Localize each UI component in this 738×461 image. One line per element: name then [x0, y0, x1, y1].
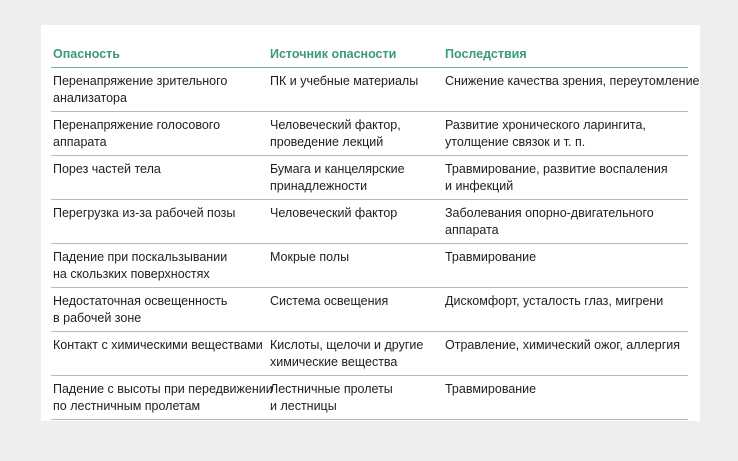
cell-line: утолщение связок и т. п. — [445, 135, 586, 149]
cell-line: аппарата — [445, 223, 499, 237]
cell-hazard — [51, 244, 268, 288]
cell-line: химические вещества — [270, 355, 398, 369]
cell-line: Кислоты, щелочи и другие — [270, 338, 424, 352]
cell-line: ПК и учебные материалы — [270, 74, 419, 88]
cell-line: Перегрузка из-за рабочей позы — [53, 206, 236, 220]
cell-line: Развитие хронического ларингита, — [445, 118, 646, 132]
cell-consequence — [443, 156, 688, 200]
cell-source — [268, 376, 443, 420]
cell-line: Контакт с химическими веществами — [53, 338, 263, 352]
cell-consequence — [443, 376, 688, 420]
hazards-table — [51, 43, 700, 420]
cell-line: проведение лекций — [270, 135, 384, 149]
cell-line: Дискомфорт, усталость глаз, мигрени — [445, 294, 664, 308]
table-row — [51, 376, 688, 420]
cell-line: Перенапряжение зрительного — [53, 74, 228, 88]
cell-line: по лестничным пролетам — [53, 399, 201, 413]
cell-line: Человеческий фактор — [270, 206, 398, 220]
cell-line: Травмирование — [445, 382, 537, 396]
table-row — [51, 68, 688, 112]
table-header — [51, 43, 688, 68]
cell-consequence — [443, 288, 688, 332]
cell-consequence — [443, 200, 688, 244]
cell-line: Мокрые полы — [270, 250, 350, 264]
table-body — [51, 68, 700, 420]
table-row — [51, 288, 688, 332]
cell-line: Порез частей тела — [53, 162, 161, 176]
cell-hazard — [51, 112, 268, 156]
header-consequence: Последствия — [443, 43, 688, 68]
cell-line: Травмирование — [445, 250, 537, 264]
cell-line: Недостаточная освещенность — [53, 294, 228, 308]
cell-line: Травмирование, развитие воспаления — [445, 162, 668, 176]
cell-consequence — [443, 68, 700, 112]
cell-line: Отравление, химический ожог, аллергия — [445, 338, 681, 352]
cell-line: Система освещения — [270, 294, 389, 308]
cell-line: Падение с высоты при передвижении — [53, 382, 273, 396]
cell-source — [268, 332, 443, 376]
table-row — [51, 200, 688, 244]
cell-hazard — [51, 156, 268, 200]
cell-line: и лестницы — [270, 399, 337, 413]
cell-line: Снижение качества зрения, переутомление — [445, 74, 700, 88]
table-row — [51, 156, 688, 200]
table-card — [41, 25, 700, 421]
cell-line: принадлежности — [270, 179, 368, 193]
cell-line: на скользких поверхностях — [53, 267, 210, 281]
cell-line: анализатора — [53, 91, 127, 105]
header-hazard: Опасность — [51, 43, 268, 68]
cell-line: в рабочей зоне — [53, 311, 142, 325]
header-source: Источник опасности — [268, 43, 443, 68]
table-row — [51, 112, 688, 156]
cell-hazard — [51, 288, 268, 332]
cell-source — [268, 112, 443, 156]
cell-hazard — [51, 200, 268, 244]
cell-source — [268, 68, 443, 112]
cell-hazard — [51, 376, 273, 420]
cell-line: Бумага и канцелярские — [270, 162, 405, 176]
cell-source — [268, 288, 443, 332]
table-row — [51, 244, 688, 288]
cell-line: аппарата — [53, 135, 107, 149]
header-row — [51, 43, 688, 68]
cell-source — [268, 200, 443, 244]
cell-line: Человеческий фактор, — [270, 118, 401, 132]
cell-source — [268, 156, 443, 200]
cell-line: Падение при поскальзывании — [53, 250, 228, 264]
cell-hazard — [51, 332, 268, 376]
table-row — [51, 332, 688, 376]
cell-line: Лестничные пролеты — [270, 382, 393, 396]
cell-consequence — [443, 112, 688, 156]
cell-hazard — [51, 68, 268, 112]
cell-line: Заболевания опорно-двигательного — [445, 206, 654, 220]
cell-line: и инфекций — [445, 179, 514, 193]
cell-source — [268, 244, 443, 288]
cell-consequence — [443, 244, 688, 288]
cell-consequence — [443, 332, 688, 376]
cell-line: Перенапряжение голосового — [53, 118, 221, 132]
